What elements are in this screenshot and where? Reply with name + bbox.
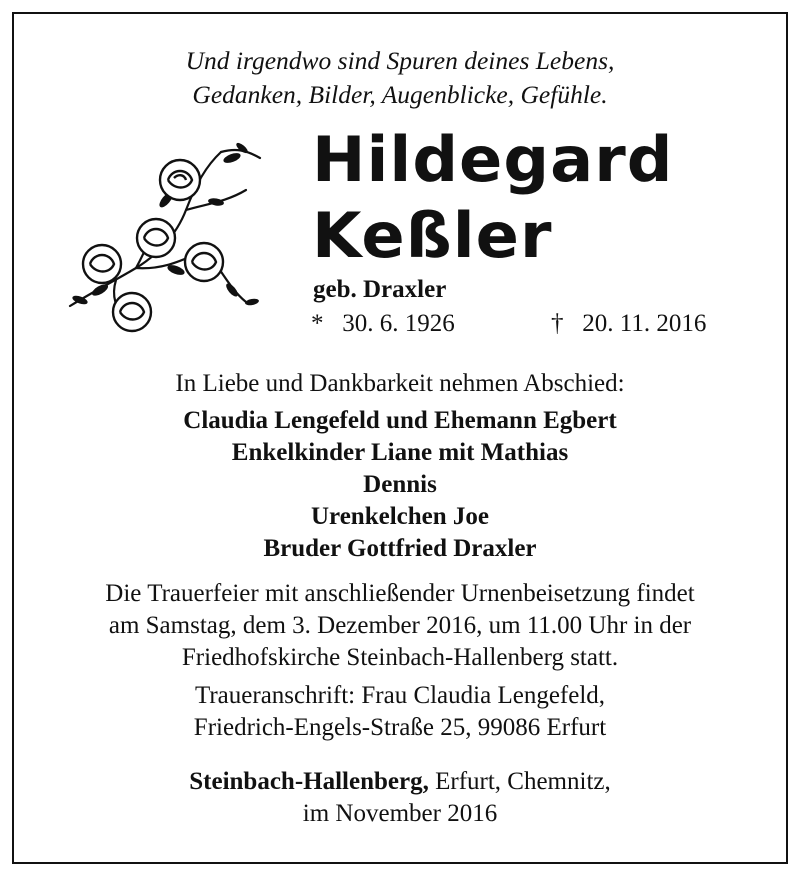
poem — [0, 44, 800, 112]
address-line: Friedrich-Engels-Straße 25, 99086 Erfurt — [193, 714, 607, 741]
mourner-line: Enkelkinder Liane mit Mathias — [231, 439, 569, 466]
maiden-name: geb. Draxler — [313, 276, 447, 303]
roses-illustration — [56, 140, 266, 340]
places-and-date — [0, 766, 800, 830]
mourning-intro: In Liebe und Dankbarkeit nehmen Abschied: — [175, 370, 625, 397]
funeral-line: Friedhofskirche Steinbach-Hallenberg statt. — [181, 644, 619, 671]
poem-line-1: Und irgendwo sind Spuren deines Lebens, — [185, 46, 615, 75]
first-name: Hildegard — [312, 123, 674, 196]
poem-line-2: Gedanken, Bilder, Augenblicke, Gefühle. — [192, 80, 608, 109]
places-line — [0, 766, 800, 798]
last-name: Keßler — [312, 199, 553, 272]
funeral-line: am Samstag, dem 3. Dezember 2016, um 11.00 Uhr in der — [108, 612, 692, 639]
address-line: Traueranschrift: Frau Claudia Lengefeld, — [194, 682, 606, 709]
birth-symbol: * — [311, 310, 324, 337]
death-symbol: † — [551, 310, 564, 337]
mourners-list — [0, 405, 800, 565]
funeral-info — [0, 578, 800, 674]
mourner-line: Urenkelchen Joe — [311, 503, 489, 530]
death-date — [551, 310, 706, 338]
mourner-line: Claudia Lengefeld und Ehemann Egbert — [183, 407, 617, 434]
mourner-line: Dennis — [363, 471, 437, 498]
funeral-line: Die Trauerfeier mit anschließender Urnenbeisetzung findet — [105, 580, 695, 607]
mourner-line: Bruder Gottfried Draxler — [263, 535, 537, 562]
birth-date — [311, 310, 455, 338]
death-date-text: 20. 11. 2016 — [582, 310, 707, 337]
date-line: im November 2016 — [302, 800, 498, 827]
places-bold: Steinbach-Hallenberg, — [189, 768, 429, 795]
mourning-address — [0, 680, 800, 744]
birth-date-text: 30. 6. 1926 — [342, 310, 455, 337]
places-rest: Erfurt, Chemnitz, — [428, 768, 611, 795]
